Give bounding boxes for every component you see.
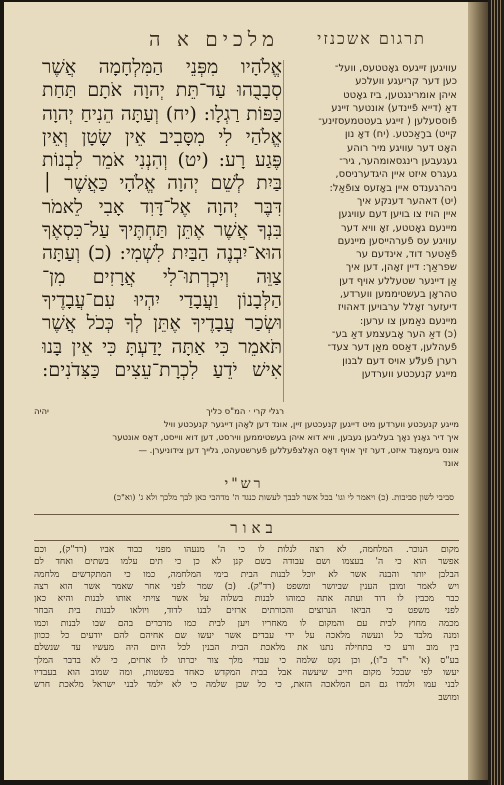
commentary-line: הבלבן יותר והבנה אשר לא יוכל לבנות הבית בימי המלחמה, כמו כי המתקדשים מלחמה <box>34 569 459 580</box>
translation-line: רערן פֿעלֿע אויס דעם לבנון <box>342 355 457 367</box>
hebrew-verse-line: וּשְׂכַר עֲבָדֶיךָ אֶתֵּן לְךָ כְּכֹל אֲשֶׁר <box>42 312 282 335</box>
commentary-line: ויש לאמר ומובן הענין שביושר ומשפט (רד"ק). (כ) שמר לפני אחר שאמר אשר הוא רצה <box>34 581 459 592</box>
translation-line: פֿעהלען, דאַסס מאַן דער צעד־ <box>327 342 457 354</box>
commentary-line: מכמה מחוץ לבית עם והמקום לו מאחריו ויען לבית כמו מדברים בהם שבו לבנות וכמו <box>34 618 459 629</box>
translation-line: איין הויז צו בויען דעם עוויגען <box>338 209 457 221</box>
hebrew-verse-line: אֱלֹהָיו מִפְּנֵי הַמִּלְחָמָה אֲשֶׁר <box>42 56 282 78</box>
translation-line: האָט דער עוויגע מיר רוהע <box>347 142 457 154</box>
hebrew-verse-line: סְבָבֻהוּ עַד־תֵּת יְהוָה אֹתָם תַּחַת <box>42 79 282 102</box>
note-marker: יהיה <box>34 407 49 417</box>
running-head-translation: תרגום אשכנזי <box>317 29 426 48</box>
hebrew-verse-line: בִּנְךָ אֲשֶׁר אֶתֵּן תַּחְתֶּיךָ עַל־כִּסְאֶךָ <box>42 219 282 242</box>
book-page <box>4 2 492 780</box>
column-divider <box>283 60 284 402</box>
translation-column <box>287 62 457 381</box>
translation-continuation-line: איך דיר גאַנץ נאָך בעליבען געבען, וויא דוא איהן בעשטיממען ווירסט, דען דוא ווייסט, דאַס אונטער <box>112 433 459 443</box>
rashi-heading: רש"י <box>224 476 264 492</box>
translation-line: (כ) דאַ הער אָבעצמע דאַ בע־ <box>331 328 457 340</box>
rashi-text: סביבי לשון סביבות. (כ) ויאמר לי וגו' בכל אשר לבבך לעשות כנגד ה' מדהבי כאן לבך מלכך ולא ג' (וא"כ) <box>113 493 454 503</box>
commentary-line: אפשר הוא כי ה' בעצמו ושם עבודה בשם קנן לא כן כי תים עלמו בשתים ואחד לם <box>34 557 459 568</box>
section-rule <box>34 514 459 515</box>
translation-line: איהן אומרינגטען, ביז גאָטט <box>343 89 457 101</box>
translation-line: שפראַך: דיין זאָהן, דען איך <box>345 262 457 274</box>
translation-line: מייגע קנעכטע ווערדען <box>361 368 457 380</box>
translation-line: ניהרגענדס איין באָזעס צופֿאַל: <box>329 182 457 194</box>
translation-continuation-line: אונס גיעמאַנד איזט, דער זיך אויף דאָס האָלצפֿעללען פֿערשטעהט, גלייך דען צידוניערן. — <box>138 446 459 456</box>
biur-heading: באור <box>230 519 278 537</box>
section-rule <box>34 540 459 541</box>
translation-line: מיינעם גאָטטע, זאָ וויא דער <box>341 222 457 234</box>
translation-line: כען דער קריעגע וועלכע <box>355 76 457 88</box>
hebrew-text-column <box>42 56 282 382</box>
translation-line: עוויגען זייגעס גאָטטעס, וועל־ <box>334 63 457 74</box>
hebrew-verse-line: פֶּגַע רָע: (יט) וְהִנְנִי אֹמֵר לִבְנוֹת <box>42 149 282 172</box>
keri-note: רגלי קרי · המ"ס כליך <box>206 407 284 417</box>
translation-line: פֿאַטער דוד, אינדעם ער <box>356 249 457 261</box>
running-head-book: מלכים א ה <box>149 26 279 51</box>
commentary-line: מקום הנוכר. המלחמה, לא רצה לנלות לו כי ה' מנעהו מפני כבוד אביו (רד"ק), וכם <box>34 545 459 555</box>
translation-line: געגעבען רינגסאומהער, גיר־ <box>339 156 457 168</box>
translation-line: געגרס איזט איין היגדערניסס, <box>335 169 457 181</box>
translation-line: טהראָן בעשטיממען ווערדע, <box>339 289 457 301</box>
commentary-line: ומנה מלבד כל ונעשה מלאכה על ידי עבדים אשר יעשו שם אחיהם להם יודעים כל ככוון <box>34 631 459 642</box>
hebrew-verse-line: הַלְּבָנוֹן וַעֲבָדַי יִהְיוּ עִם־עֲבָדֶיךָ <box>42 288 282 311</box>
commentary-line: לבני עמו ולמדו גם הם המלאכה הזאת, כי כל שכן שלמה כי לא ילמד לבני ישראל מלאכת חרש <box>34 680 459 691</box>
hebrew-verse-line: תֹּאמֵר כִּי אַתָּה יָדַעְתָּ כִּי אֵין בָּנוּ <box>42 335 282 358</box>
page-edges <box>488 0 504 785</box>
commentary-line: בין מוב ורע כי בתחילה נתנו את מלאכת הבית הבנין לכל היום היה מעשיו עד שנשלם <box>34 643 459 654</box>
translation-line: מיינעם נאַמען צו ערען: <box>359 315 457 327</box>
translation-line: אַן דיינער שטעללע אויף דען <box>339 275 457 287</box>
hebrew-verse-line: דִּבֶּר יְהוָה אֶל־דָּוִד אָבִי לֵאמֹר <box>42 195 282 218</box>
translation-line: פֿוססעלען ( זייגע בעטטמעסזינע־ <box>318 116 457 128</box>
hebrew-verse-line: אִישׁ יֹדֵעַ לִכְרָת־עֵצִים כַּצִּדֹנִים: <box>42 358 282 381</box>
translation-line: (יט) דאהער דענקע איך <box>356 195 457 207</box>
hebrew-verse-line: הוּא־יִבְנֶה הַבַּיִת לִשְׁמִי: (כ) וְעַתָּה <box>42 242 282 265</box>
hebrew-verse-line: צַוֵּה וְיִכְרְתוּ־לִי אֲרָזִים מִן־ <box>42 265 282 288</box>
translation-line: עוויגע עס פֿערהייסען מיינעם <box>337 235 457 247</box>
translation-line: קייט) ברָאַכטע. (יח) דאָ נון <box>344 129 457 141</box>
commentary-line: לפני משפט כי הביאו הנרוצים והכורתים ארזים לבנו לדוד, ויולאו לבנות בית הבחר <box>34 606 459 617</box>
hebrew-verse-line: כַּפּוֹת רַגְלָו: (יח) וְעַתָּה הֵנִיחַ יְהוָה <box>42 102 282 125</box>
translation-continuation-line: מייגע קנעכטע ווערדען מיט דייגען קנעכטען זיין, אונד דען לאָהן דייגער קנעכטע וויל <box>163 420 459 430</box>
commentary-line: יעשו לפי שבכל מקום חייב שיעשה אבל בבית המקדש כאחד בפשטות, ומה שמוב הוא בעבדיו <box>34 667 459 678</box>
commentary-line: ומושב <box>438 692 459 703</box>
commentary-line: כבר מכבין לו דוד ועתה אתה כמוהו לבנות בשלוה על אשר צויתי אותו לבנות והיא כאן <box>34 594 459 605</box>
translation-continuation-word: אונד <box>442 459 459 469</box>
translation-line: דיעזער זאָלל ערבויען דאהויז <box>337 302 457 314</box>
biur-commentary <box>34 544 459 704</box>
hebrew-verse-line: אֱלֹהַי לִי מִסָּבִיב אֵין שָׂטָן וְאֵין <box>42 125 282 148</box>
commentary-line: בע"ס (א' י"ד כ"ו), וכן נקט שלמה כי עבדי מלך צור יכרתו לו ארזים, כי לא בדבר המלך <box>34 655 459 666</box>
translation-line: דאַ (דייא פֿיינדע) אונטער זיינע <box>331 102 457 114</box>
hebrew-verse-line: בַּיִת לְשֵׁם יְהוָה אֱלֹהָי כַּאֲשֶׁר ׀ <box>42 172 282 195</box>
